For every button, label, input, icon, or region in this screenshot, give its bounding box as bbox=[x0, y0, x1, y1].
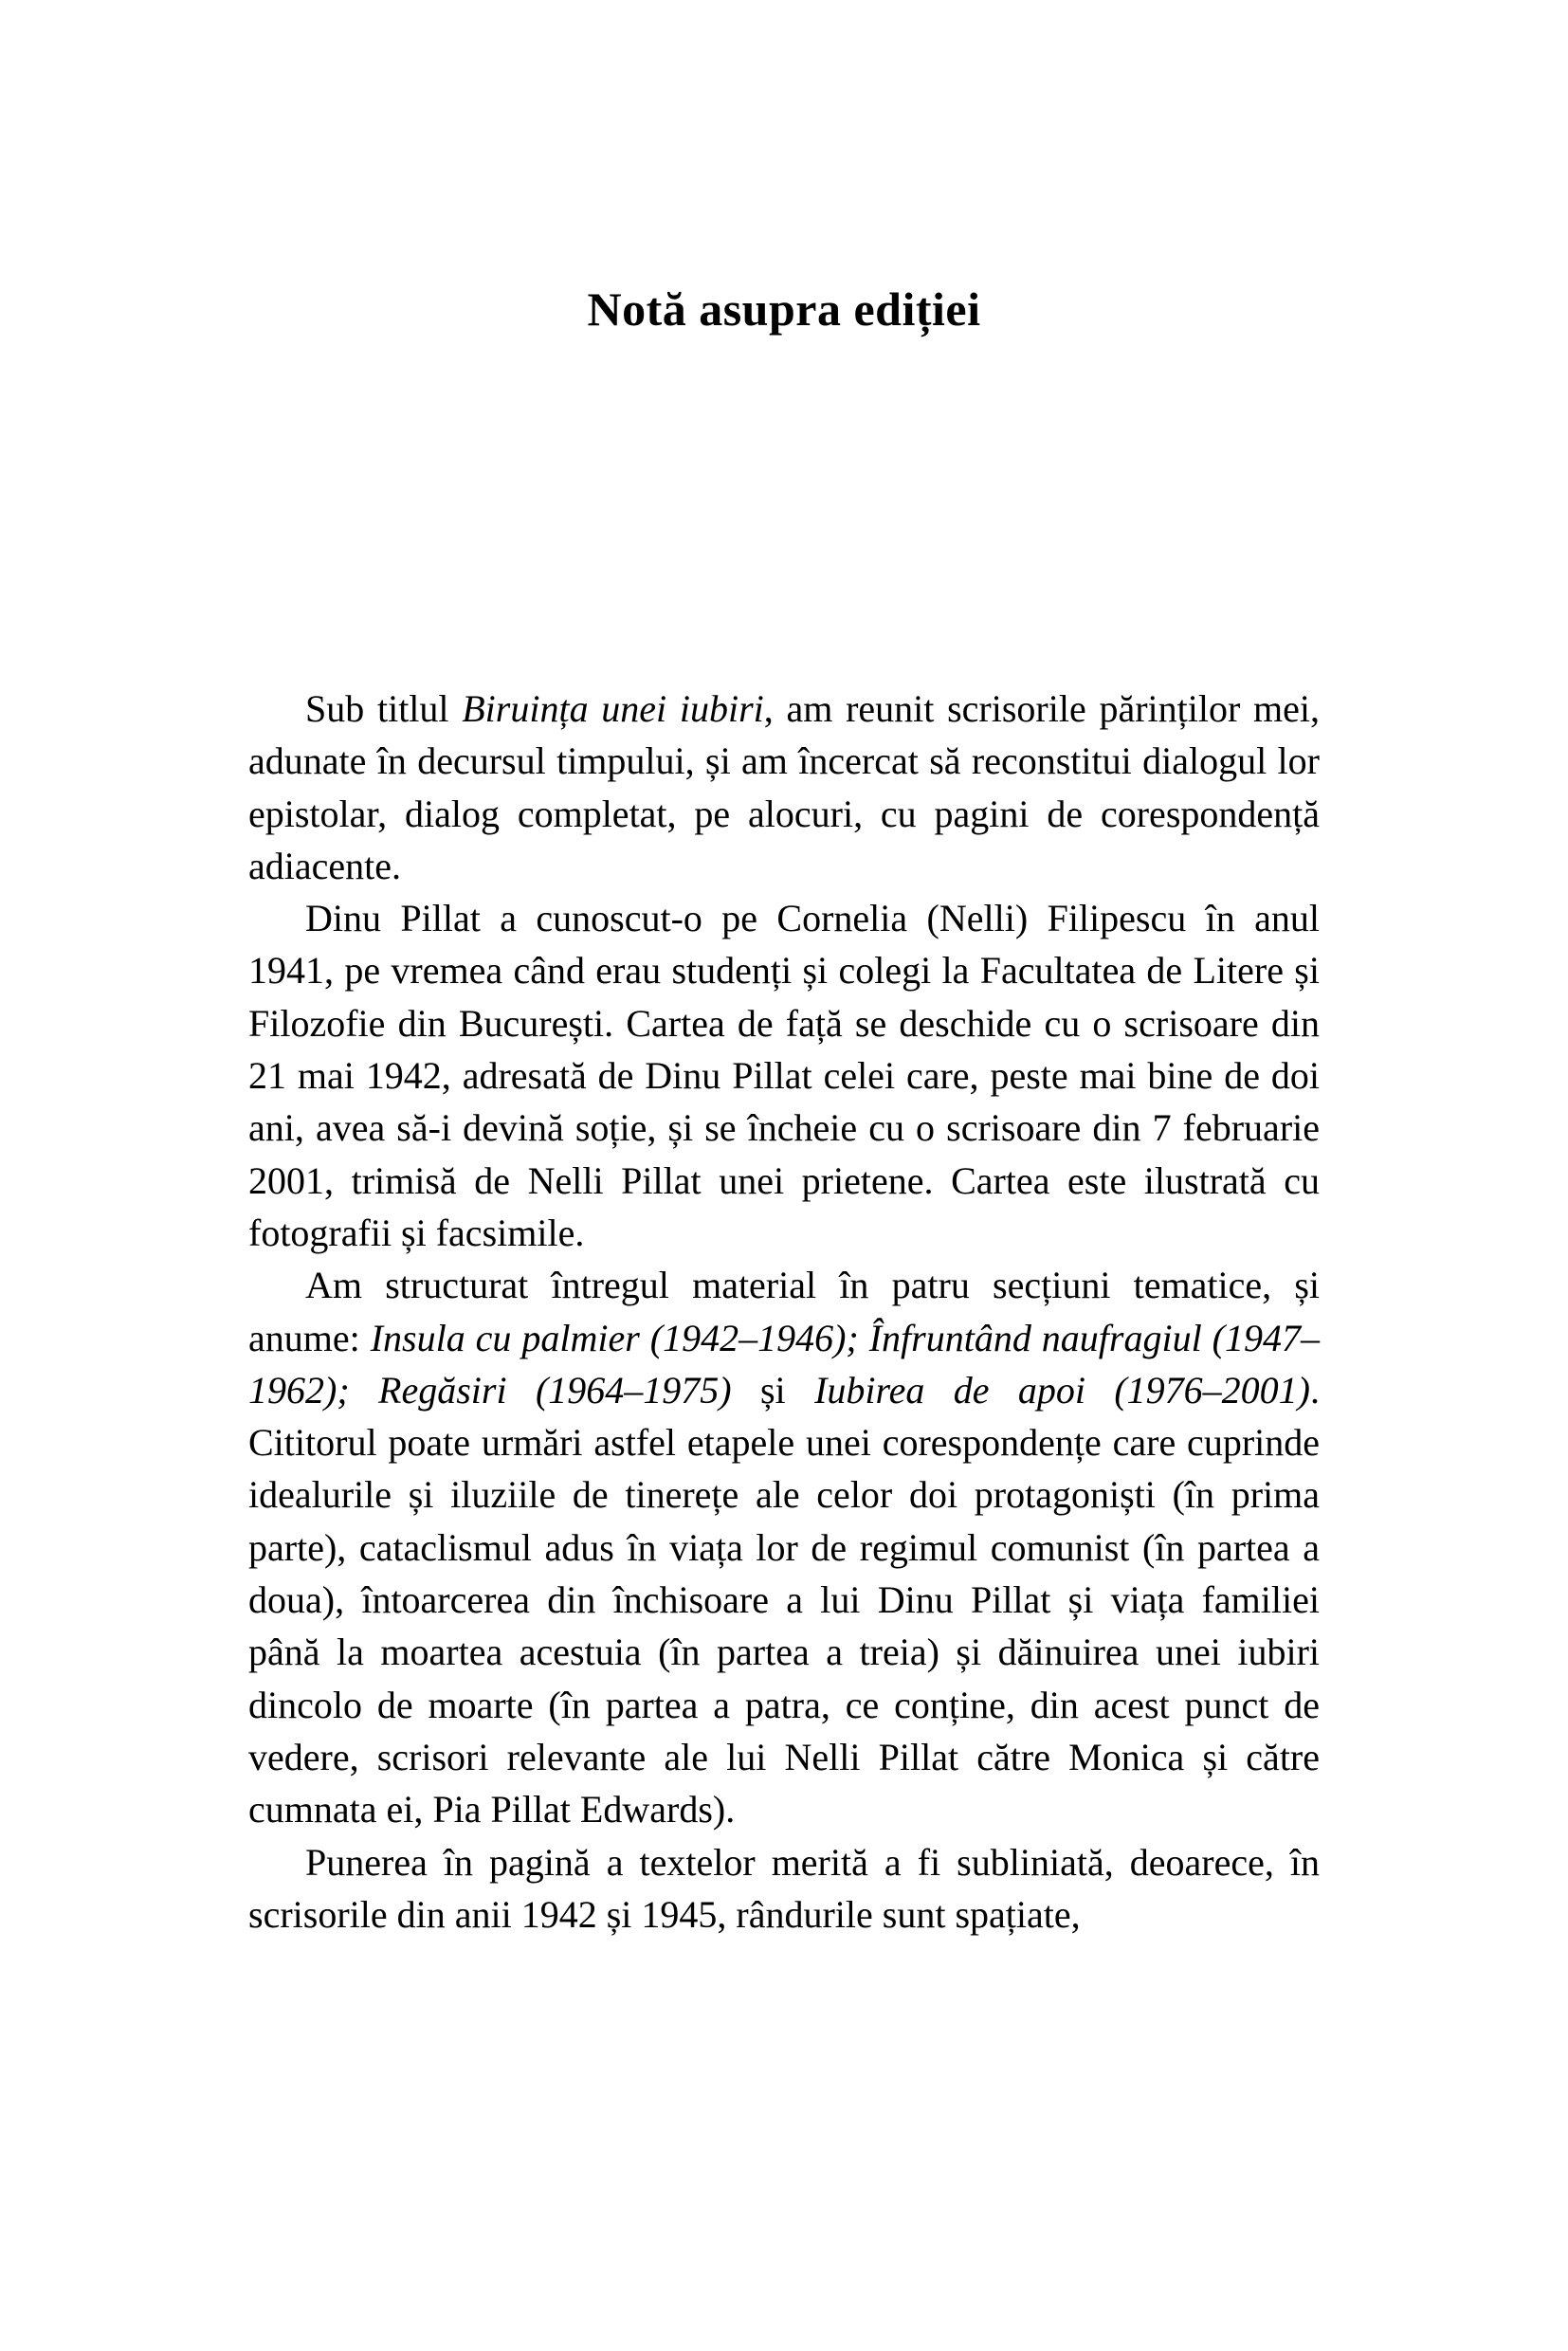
text-run: Am structurat întregul material în patru secțiuni tematice, și anume: bbox=[248, 1264, 1320, 1359]
book-title-italic: Biruința unei iubiri bbox=[462, 687, 764, 730]
text-run: . Cititorul poate urmări astfel etapele unei corespondențe care cuprinde idealurile și iluziile de tinerețe ale celor doi protagoniști (în prima parte), cataclismul adus în viața lor de regimul comunist (în partea a doua), întoarcerea din închisoare a lui Dinu Pillat și viața familiei până la moartea acestuia (în partea a treia) și dăinuirea unei iubiri dincolo de moarte (în partea a patra, ce conține, din acest punct de vedere, scrisori relevante ale lui Nelli Pillat către Monica și către cumnata ei, Pia Pillat Edwards). bbox=[248, 1368, 1320, 1832]
paragraph-4 bbox=[248, 1836, 1320, 1941]
paragraph-3 bbox=[248, 1259, 1320, 1835]
text-run: Dinu Pillat a cunoscut-o pe Cornelia (Nelli) Filipescu în anul 1941, pe vremea când erau studenți și colegi la Facultatea de Litere și Filozofie din București. Cartea de față se deschide cu o scrisoare din 21 mai 1942, adresată de Dinu Pillat celei care, peste mai bine de doi ani, avea să-i devină soție, și se încheie cu o scrisoare din 7 februarie 2001, trimisă de Nelli Pillat unei prietene. Cartea este ilustrată cu fotografii și facsimile. bbox=[248, 897, 1320, 1254]
body-text bbox=[248, 683, 1320, 1941]
paragraph-1 bbox=[248, 683, 1320, 892]
text-run: Sub titlul bbox=[305, 687, 463, 730]
page-title: Notă asupra ediției bbox=[587, 282, 981, 336]
paragraph-2 bbox=[248, 892, 1320, 1259]
section-titles-italic: Insula cu palmier (1942–1946); Înfruntând naufragiul (1947–1962); Regăsiri (1964–1975) bbox=[248, 1316, 1320, 1412]
text-run: , am reunit scrisorile părinților mei, adunate în decursul timpului, și am încercat să reconstitui dialogul lor epistolar, dialog completat, pe alocuri, cu pagini de corespondență adiacente. bbox=[248, 687, 1320, 887]
section-title-italic: Iubirea de apoi (1976–2001) bbox=[814, 1368, 1310, 1412]
text-run: Punerea în pagină a textelor merită a fi subliniată, deoarece, în scrisorile din anii 1942 și 1945, rândurile sunt spațiate, bbox=[248, 1840, 1320, 1936]
text-run: și bbox=[731, 1368, 815, 1412]
